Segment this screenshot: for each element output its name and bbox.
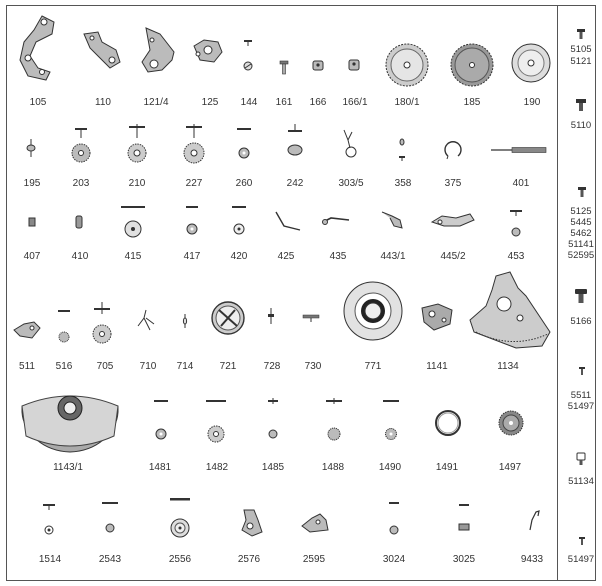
part-242-wheel-drawing	[284, 122, 306, 160]
side-number: 5445	[570, 217, 592, 228]
part-771-barrel-drawing	[342, 280, 404, 342]
part-410-drawing	[74, 214, 84, 230]
part-435-lever-drawing	[321, 214, 351, 228]
part-number: 144	[240, 97, 258, 108]
part-number: 2595	[302, 554, 326, 565]
part-number: 3025	[452, 554, 476, 565]
part-1490-pinion-drawing	[381, 398, 401, 442]
part-number: 410	[71, 251, 89, 262]
part-number: 714	[176, 361, 194, 372]
screw-icon	[576, 452, 586, 466]
part-number: 1491	[435, 462, 459, 473]
part-721-balance-drawing	[209, 298, 247, 338]
part-1485-pinion-drawing	[265, 398, 281, 440]
part-190-wheel-drawing	[510, 42, 552, 84]
part-number: 2556	[168, 554, 192, 565]
side-number: 5121	[570, 56, 592, 67]
part-number: 417	[183, 251, 201, 262]
part-1481-pinion-drawing	[152, 398, 170, 442]
part-number: 166/1	[342, 97, 368, 108]
part-number: 771	[364, 361, 382, 372]
part-1143-1-rotor-drawing	[18, 386, 122, 454]
part-number: 210	[128, 178, 146, 189]
side-number: 5125	[570, 206, 592, 217]
part-number: 190	[523, 97, 541, 108]
part-number: 242	[286, 178, 304, 189]
part-166-1-stud-drawing	[347, 56, 361, 72]
part-1497-wheel-drawing	[496, 408, 526, 438]
part-730-stud-drawing	[302, 313, 320, 323]
part-number: 161	[275, 97, 293, 108]
part-number: 728	[263, 361, 281, 372]
part-1491-ring-drawing	[433, 408, 463, 438]
part-number: 1514	[38, 554, 62, 565]
part-728-stud-drawing	[266, 306, 276, 326]
part-number: 303/5	[338, 178, 364, 189]
part-3024-pinion-drawing	[386, 500, 402, 538]
screw-icon	[576, 28, 586, 40]
part-1488-wheel-drawing	[324, 398, 344, 442]
part-number: 445/2	[440, 251, 466, 262]
part-number: 420	[230, 251, 248, 262]
part-705-wheel-drawing	[90, 300, 114, 346]
part-415-wheel-drawing	[120, 204, 146, 240]
part-number: 2576	[237, 554, 261, 565]
side-number: 5462	[570, 228, 592, 239]
part-203-wheel-drawing	[68, 126, 94, 164]
part-number: 435	[329, 251, 347, 262]
part-180-1-wheel-drawing	[384, 42, 430, 88]
part-number: 110	[95, 97, 111, 108]
part-number: 195	[23, 178, 41, 189]
part-number: 125	[201, 97, 219, 108]
part-710-spring-drawing	[134, 308, 160, 334]
part-401-stem-drawing	[490, 146, 548, 154]
part-number: 443/1	[380, 251, 406, 262]
part-144-screw-drawing	[241, 38, 255, 72]
part-number: 1490	[378, 462, 402, 473]
side-number: 51141	[568, 239, 594, 250]
part-number: 9433	[520, 554, 544, 565]
part-121-4-bridge-drawing	[136, 24, 180, 76]
part-445-2-spring-drawing	[430, 212, 476, 230]
part-516-wheel-drawing	[56, 308, 72, 344]
side-number: 5110	[570, 120, 592, 131]
side-number: 51497	[567, 554, 595, 565]
part-420-pinion-drawing	[229, 204, 249, 236]
part-511-lever-drawing	[12, 320, 42, 342]
part-number: 180/1	[394, 97, 420, 108]
part-number: 730	[304, 361, 322, 372]
part-185-wheel-drawing	[449, 42, 495, 88]
part-number: 511	[19, 361, 35, 372]
part-407-drawing	[27, 216, 37, 228]
part-417-pinion-drawing	[182, 204, 202, 236]
part-number: 1482	[205, 462, 229, 473]
part-161-pin-drawing	[278, 60, 290, 76]
part-443-1-lever-drawing	[380, 210, 406, 230]
screw-icon	[574, 288, 588, 304]
part-number: 166	[309, 97, 327, 108]
part-number: 516	[55, 361, 73, 372]
part-425-spring-drawing	[274, 210, 302, 232]
side-column-divider	[557, 5, 558, 581]
part-number: 1134	[497, 361, 519, 372]
part-number: 1481	[148, 462, 172, 473]
part-number: 1497	[498, 462, 522, 473]
side-number: 52595	[567, 250, 595, 261]
part-260-pinion-drawing	[234, 126, 254, 162]
part-number: 1141	[426, 361, 448, 372]
part-2556-wheel-drawing	[166, 496, 194, 540]
part-714-pin-drawing	[180, 312, 190, 330]
part-1514-pinion-drawing	[41, 502, 57, 538]
part-number: 375	[444, 178, 462, 189]
part-number: 203	[72, 178, 90, 189]
screw-icon	[575, 98, 587, 112]
part-number: 1143/1	[53, 462, 83, 473]
part-number: 105	[29, 97, 47, 108]
part-1482-wheel-drawing	[205, 398, 227, 444]
part-number: 260	[235, 178, 253, 189]
part-105-bridge-drawing	[16, 12, 60, 84]
side-number: 51497	[567, 401, 595, 412]
part-number: 407	[23, 251, 41, 262]
part-2576-bridge-drawing	[238, 508, 264, 538]
side-number: 5511	[570, 390, 592, 401]
part-number: 1485	[261, 462, 285, 473]
part-number: 401	[512, 178, 530, 189]
part-453-pinion-drawing	[508, 208, 524, 238]
part-110-lever-drawing	[80, 28, 124, 72]
part-number: 3024	[382, 554, 406, 565]
part-210-wheel-drawing	[124, 124, 150, 164]
side-number: 5166	[570, 316, 592, 327]
part-1141-bridge-drawing	[420, 302, 454, 332]
part-303-5-spring-drawing	[338, 128, 364, 162]
part-125-plate-drawing	[190, 36, 226, 66]
part-2543-pinion-drawing	[101, 500, 119, 536]
part-number: 721	[219, 361, 237, 372]
part-9433-spring-drawing	[526, 508, 542, 532]
part-number: 2543	[98, 554, 122, 565]
part-2595-lever-drawing	[300, 512, 330, 534]
part-number: 185	[463, 97, 481, 108]
part-number: 121/4	[143, 97, 169, 108]
part-number: 425	[277, 251, 295, 262]
part-375-clip-drawing	[442, 138, 464, 160]
part-number: 415	[124, 251, 142, 262]
part-195-jewel-drawing	[24, 138, 38, 158]
screw-icon	[578, 366, 586, 376]
part-number: 453	[507, 251, 525, 262]
screw-icon	[578, 536, 586, 546]
side-number: 5105	[570, 44, 592, 55]
part-number: 227	[185, 178, 203, 189]
part-166-stud-drawing	[311, 58, 325, 72]
part-1134-rotor-drawing	[466, 270, 554, 356]
part-number: 705	[96, 361, 114, 372]
part-number: 1488	[321, 462, 345, 473]
part-358-pin-drawing	[396, 136, 408, 162]
part-3025-pinion-drawing	[456, 502, 472, 538]
part-227-wheel-drawing	[180, 124, 208, 164]
side-number: 51134	[568, 476, 594, 487]
screw-icon	[577, 186, 587, 198]
part-number: 710	[139, 361, 157, 372]
part-number: 358	[394, 178, 412, 189]
